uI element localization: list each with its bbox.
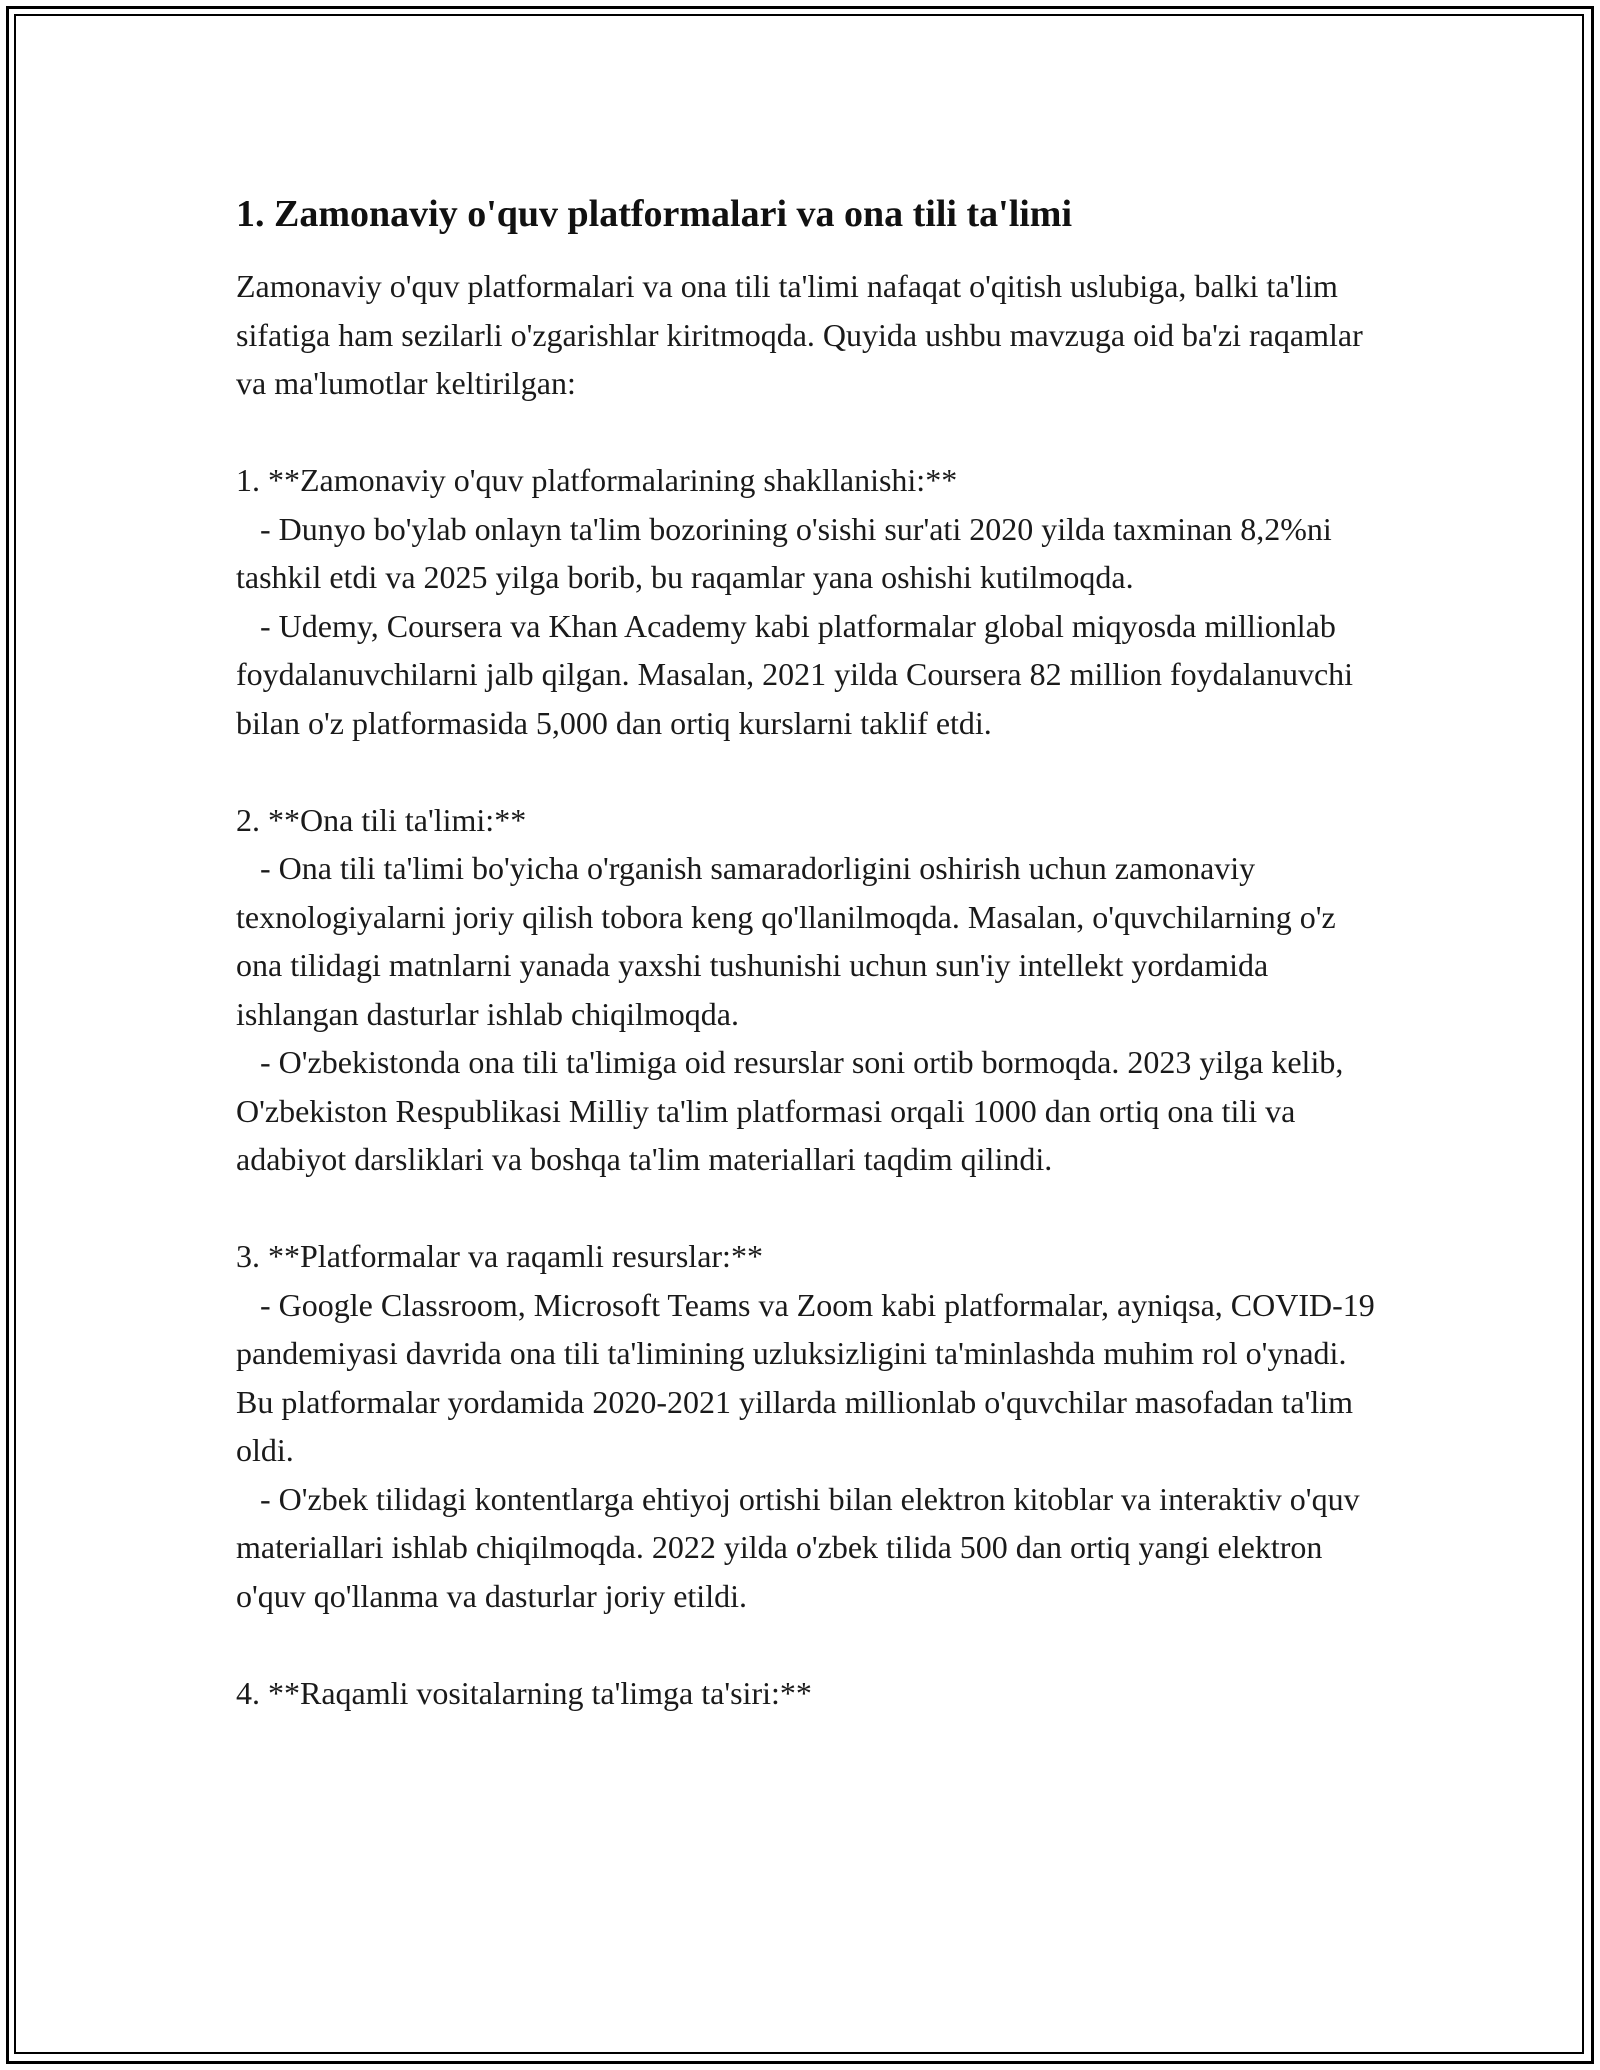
section-heading: 2. **Ona tili ta'limi:** (236, 801, 527, 838)
section-heading: 1. **Zamonaviy o'quv platformalarining shakllanishi:** (236, 462, 958, 498)
section-heading: 3. **Platformalar va raqamli resurslar:** (236, 1238, 763, 1274)
list-item: - O'zbekistonda ona tili ta'limiga oid resurslar soni ortib bormoqda. 2023 yilga kelib, O'zbekiston Respublikasi Milliy ta'lim platformasi orqali 1000 dan ortiq ona tili va adabiyot darsliklari va boshqa ta'lim materiallari taqdim qilindi. (236, 1044, 1352, 1177)
spacer (236, 408, 1376, 457)
document-body (236, 188, 1383, 1717)
document-title: 1. Zamonaviy o'quv platformalari va ona tili ta'limi (236, 193, 1073, 235)
spacer (236, 747, 1376, 796)
section-heading: 4. **Raqamli vositalarning ta'limga ta'siri:** (236, 1674, 812, 1711)
list-item: - O'zbek tilidagi kontentlarga ehtiyoj ortishi bilan elektron kitoblar va interaktiv o'quv materiallari ishlab chiqilmoqda. 2022 yilda o'zbek tilida 500 dan ortiq yangi elektron o'quv qo'llanma va dasturlar joriy etildi. (236, 1480, 1368, 1614)
spacer (236, 1184, 1376, 1233)
list-item: - Udemy, Coursera va Khan Academy kabi platformalar global miqyosda millionlab foydalanuvchilarni jalb qilgan. Masalan, 2021 yilda Coursera 82 million foydalanuvchi bilan o'z platformasida 5,000 dan ortiq kurslarni taklif etdi. (236, 607, 1362, 741)
spacer (236, 1620, 1376, 1669)
list-item: - Google Classroom, Microsoft Teams va Zoom kabi platformalar, ayniqsa, COVID-19 pandemiyasi davrida ona tili ta'limining uzluksizligini ta'minlashda muhim rol o'ynadi. Bu platformalar yordamida 2020-2021 yillarda millionlab o'quvchilar masofadan ta'lim oldi. (236, 1286, 1383, 1468)
list-item: - Ona tili ta'limi bo'yicha o'rganish samaradorligini oshirish uchun zamonaviy texnologiyalarni joriy qilish tobora keng qo'llanilmoqda. Masalan, o'quvchilarning o'z ona tilidagi matnlarni yanada yaxshi tushunishi uchun sun'iy intellekt yordamida ishlangan dasturlar ishlab chiqilmoqda. (236, 850, 1344, 1032)
list-item: - Dunyo bo'ylab onlayn ta'lim bozorining o'sishi sur'ati 2020 yilda taxminan 8,2%ni tashkil etdi va 2025 yilga borib, bu raqamlar yana oshishi kutilmoqda. (236, 510, 1340, 595)
intro-paragraph: Zamonaviy o'quv platformalari va ona tili ta'limi nafaqat o'qitish uslubiga, balki ta'lim sifatiga ham sezilarli o'zgarishlar kiritmoqda. Quyida ushbu mavzuga oid ba'zi raqamlar va ma'lumotlar keltirilgan: (236, 268, 1371, 401)
